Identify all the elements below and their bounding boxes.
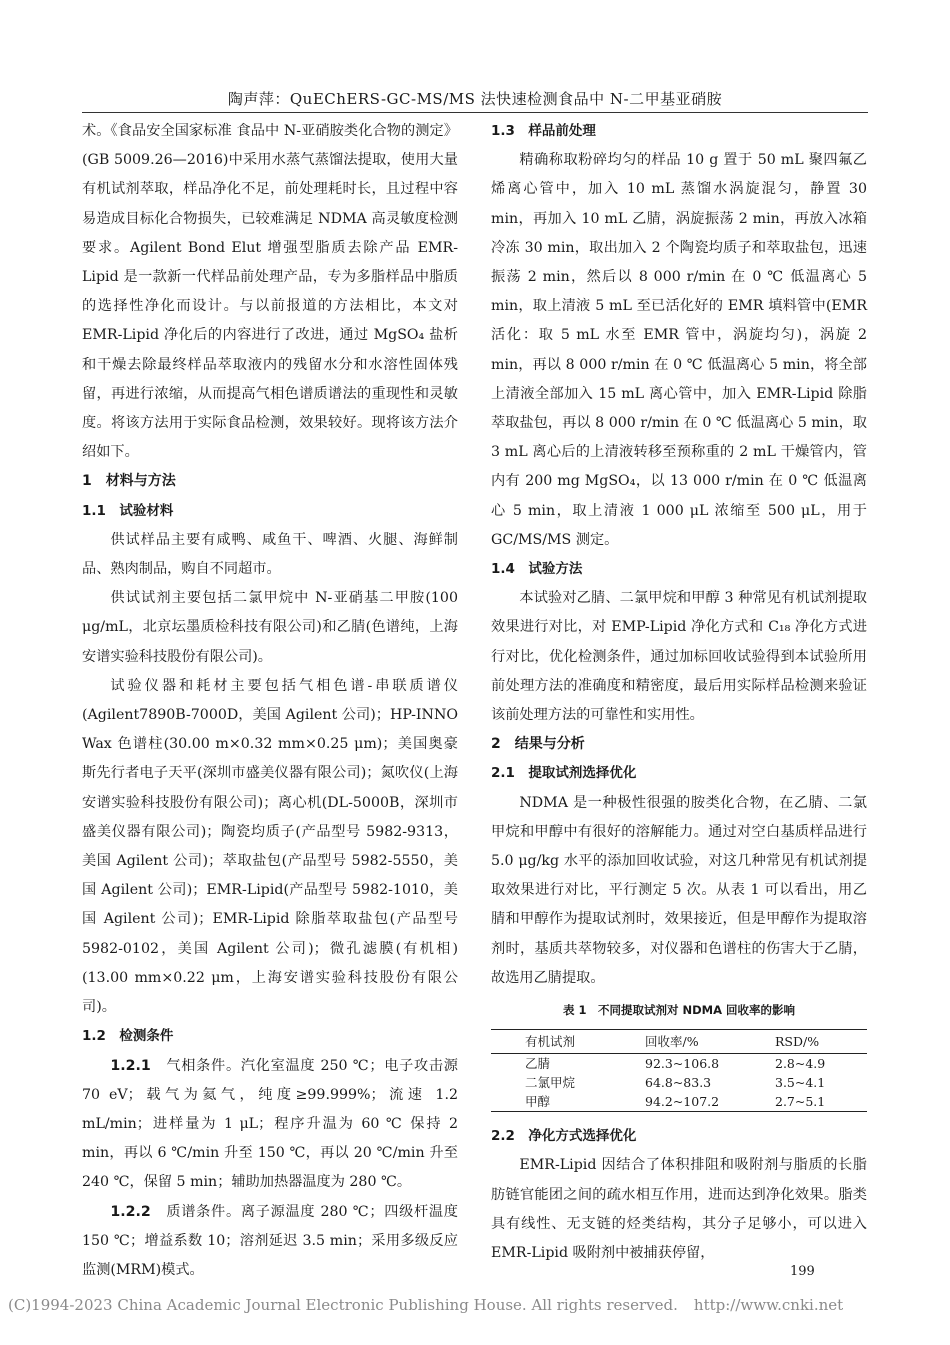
purification-paragraph: EMR-Lipid 因结合了体积排阻和吸附剂与脂质的长脂肪链官能团之间的疏水相互作用，进而达到净化效果。脂类具有线性、无支链的烃类结构，其分子足够小，可以进入 EMR-Lipid 吸附剂中被捕获停留，	[491, 1157, 867, 1261]
header-rule	[82, 112, 868, 113]
footer-url-link[interactable]: http://www.cnki.net	[693, 1296, 844, 1314]
section-2-heading: 2 结果与分析	[491, 736, 585, 753]
table-row	[491, 1092, 867, 1112]
section-1-2-2-label: 1.2.2	[110, 1203, 151, 1220]
reagents-paragraph: 供试试剂主要包括二氯甲烷中 N-亚硝基二甲胺(100 μg/mL，北京坛墨质检科技有限公司)和乙腈(色谱纯，上海安谱实验科技股份有限公司)。	[82, 590, 458, 665]
table-cell: 2.7~5.1	[775, 1092, 867, 1112]
footer-copyright: (C)1994-2023 China Academic Journal Electronic Publishing House. All rights reserved.	[8, 1296, 678, 1314]
left-column	[82, 117, 458, 1285]
table-cell: 64.8~83.3	[645, 1075, 712, 1091]
page-number: 199	[790, 1264, 815, 1279]
instruments-paragraph: 试验仪器和耗材主要包括气相色谱-串联质谱仪(Agilent7890B-7000D，美国 Agilent 公司)；HP-INNO Wax 色谱柱(30.00 m×0.32 mm×0.25 μm)；美国奥豪斯先行者电子天平(深圳市盛美仪器有限公司)；氮吹仪(上海安谱实验科技股份有限公司)；离心机(DL-5000B，深圳市盛美仪器有限公司)；陶瓷均质子(产品型号 5982-9313，美国 Agilent 公司)；萃取盐包(产品型号 5982-5550，美国 Agilent 公司)；EMR-Lipid(产品型号 5982-1010，美国 Agilent 公司)；EMR-Lipid 除脂萃取盐包(产品型号 5982-0102，美国 Agilent 公司)；微孔滤膜(有机相)(13.00 mm×0.22 μm，上海安谱实验科技股份有限公司)。	[82, 677, 458, 1016]
footer	[8, 1296, 843, 1314]
table-header-cell: 有机试剂	[491, 1030, 645, 1054]
method-paragraph: 本试验对乙腈、二氯甲烷和甲醇 3 种常见有机试剂提取效果进行对比，对 EMP-Lipid 净化方式和 C₁₈ 净化方式进行对比，优化检测条件，通过加标回收试验得到本试验所用前处理方法的准确度和精密度，最后用实际样品检测来验证该前处理方法的可靠性和实用性。	[491, 590, 867, 724]
prep-paragraph: 精确称取粉碎均匀的样品 10 g 置于 50 mL 聚四氟乙烯离心管中，加入 10 mL 蒸馏水涡旋混匀，静置 30 min，再加入 10 mL 乙腈，涡旋振荡 2 min，再放入冰箱冷冻 30 min，取出加入 2 个陶瓷均质子和萃取盐包，迅速振荡 2 min，然后以 8 000 r/min 在 0 ℃ 低温离心 5 min，取上清液 5 mL 至已活化好的 EMR 填料管中(EMR 活化：取 5 mL 水至 EMR 管中，涡旋均匀)，涡旋 2 min，再以 8 000 r/min 在 0 ℃ 低温离心 5 min，将全部上清液全部加入 15 mL 离心管中，加入 EMR-Lipid 除脂萃取盐包，再以 8 000 r/min 在 0 ℃ 低温离心 5 min，取 3 mL 离心后的上清液转移至预称重的 2 mL 干燥管内，管内有 200 mg MgSO₄，以 13 000 r/min 在 0 ℃ 低温离心 5 min，取上清液 1 000 μL 浓缩至 500 μL，用于 GC/MS/MS 测定。	[491, 152, 867, 548]
section-2-1-heading: 2.1 提取试剂选择优化	[491, 765, 637, 782]
section-1-4-heading: 1.4 试验方法	[491, 561, 583, 578]
gc-conditions-paragraph	[82, 1052, 458, 1198]
section-1-1-heading: 1.1 试验材料	[82, 502, 174, 519]
table-1	[491, 1029, 867, 1112]
table-1-title: 表 1 不同提取试剂对 NDMA 回收率的影响	[562, 1003, 796, 1018]
table-cell: 二氯甲烷	[525, 1075, 576, 1091]
table-cell: 92.3~106.8	[645, 1056, 720, 1072]
ms-conditions-paragraph	[82, 1198, 458, 1286]
table-cell: 3.5~4.1	[775, 1075, 826, 1091]
extraction-paragraph: NDMA 是一种极性很强的胺类化合物，在乙腈、二氯甲烷和甲醇中有很好的溶解能力。通过对空白基质样品进行 5.0 μg/kg 水平的添加回收试验，对这几种常见有机试剂提取效果进行对比，平行测定 5 次。从表 1 可以看出，用乙腈和甲醇作为提取试剂时，效果接近，但是甲醇作为提取溶剂时，基质共萃物较多，对仪器和色谱柱的伤害大于乙腈，故选用乙腈提取。	[491, 794, 867, 986]
running-header: 陶声萍：QuEChERS-GC-MS/MS 法快速检测食品中 N-二甲基亚硝胺	[227, 90, 723, 108]
intro-paragraph: 术。《食品安全国家标准 食品中 N-亚硝胺类化合物的测定》(GB 5009.26—2016)中采用水蒸气蒸馏法提取，使用大量有机试剂萃取，样品净化不足，前处理耗时长，且过程中容易造成目标化合物损失，已较难满足 NDMA 高灵敏度检测要求。Agilent Bond Elut 增强型脂质去除产品 EMR-Lipid 是一款新一代样品前处理产品，专为多脂样品中脂质的选择性净化而设计。与以前报道的方法相比，本文对 EMR-Lipid 净化后的内容进行了改进，通过 MgSO₄ 盐析和干燥去除最终样品萃取液内的残留水分和水溶性固体残留，再进行浓缩，从而提高气相色谱质谱法的重现性和灵敏度。将该方法用于实际食品检测，效果较好。现将该方法介绍如下。	[82, 123, 458, 461]
table-cell: 乙腈	[525, 1056, 551, 1072]
ms-conditions-text: 质谱条件。离子源温度 280 ℃；四级杆温度 150 ℃；增益系数 10；溶剂延迟 3.5 min；采用多级反应监测(MRM)模式。	[82, 1203, 458, 1278]
table-header-row	[491, 1030, 867, 1054]
table-row	[491, 1054, 867, 1074]
section-1-2-1-label: 1.2.1	[110, 1057, 151, 1074]
section-2-2-heading: 2.2 净化方式选择优化	[491, 1128, 637, 1145]
table-cell: 甲醇	[491, 1092, 645, 1112]
table-header-cell: 回收率/%	[645, 1030, 775, 1054]
table-row	[491, 1073, 867, 1092]
right-column	[491, 117, 867, 1268]
section-1-3-heading: 1.3 样品前处理	[491, 123, 596, 139]
section-1-2-heading: 1.2 检测条件	[82, 1028, 174, 1045]
table-cell: 2.8~4.9	[775, 1056, 826, 1072]
section-1-heading: 1 材料与方法	[82, 473, 176, 490]
table-cell: 94.2~107.2	[645, 1092, 775, 1112]
table-header-cell: RSD/%	[775, 1030, 867, 1054]
gc-conditions-text: 气相条件。汽化室温度 250 ℃；电子攻击源 70 eV；载气为氦气，纯度≥99.999%；流速 1.2 mL/min；进样量为 1 μL；程序升温为 60 ℃ 保持 2 min，再以 6 ℃/min 升至 150 ℃，再以 20 ℃/min 升至 240 ℃，保留 5 min；辅助加热器温度为 280 ℃。	[82, 1057, 458, 1191]
samples-paragraph: 供试样品主要有咸鸭、咸鱼干、啤酒、火腿、海鲜制品、熟肉制品，购自不同超市。	[82, 531, 458, 578]
